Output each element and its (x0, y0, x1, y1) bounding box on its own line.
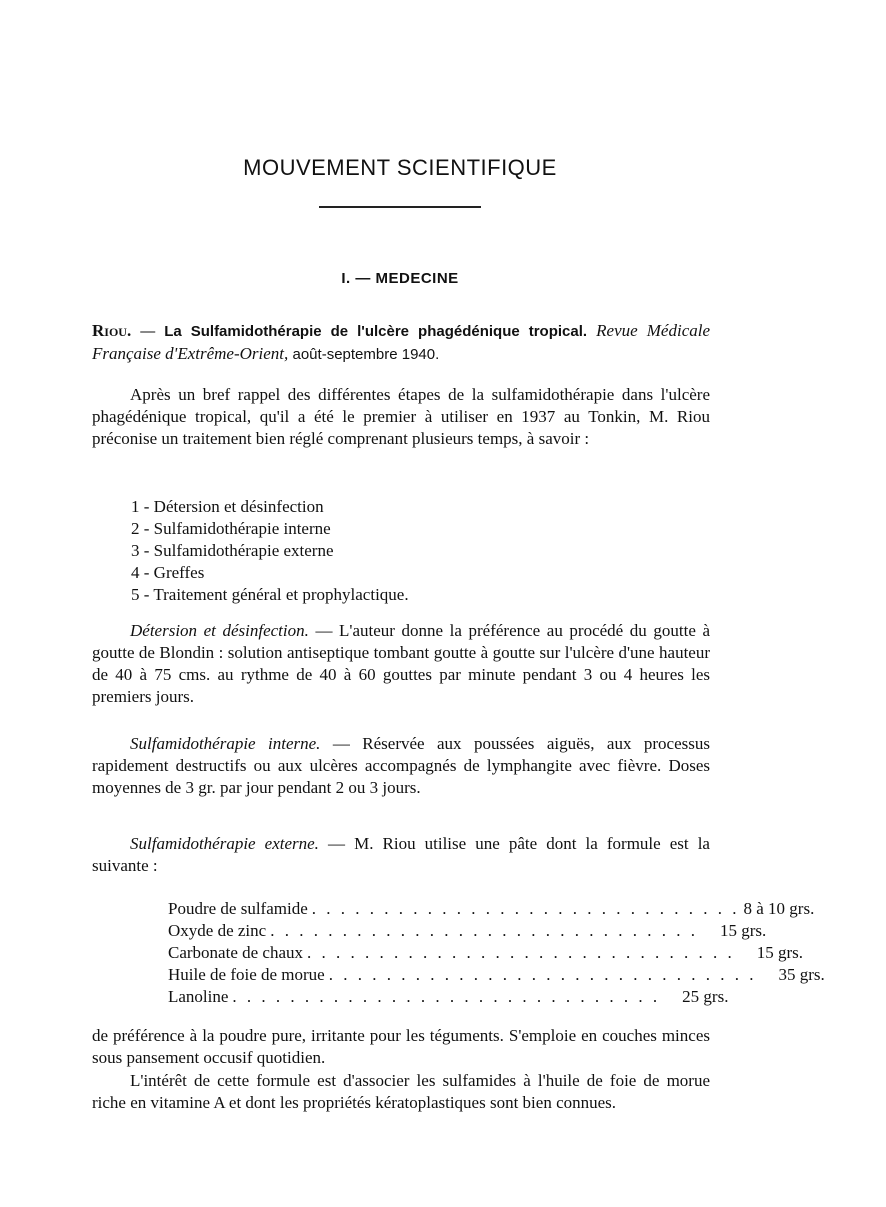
treatment-steps-list (131, 496, 409, 606)
formula-quantity: 25 grs. (682, 987, 729, 1006)
reference-journal: Revue Médicale Française d'Extrême-Orient, (92, 321, 711, 363)
section-heading: I. — MEDECINE (341, 270, 459, 287)
formula-ingredient: Carbonate de chaux (168, 943, 303, 962)
formula-quantity: 15 grs. (719, 921, 767, 940)
formula-ingredient: Oxyde de zinc (168, 921, 267, 940)
list-item: 1 - Détersion et désinfection (131, 497, 324, 516)
list-item: 3 - Sulfamidothérapie externe (131, 541, 334, 560)
list-item: 5 - Traitement général et prophylactique. (131, 585, 409, 604)
formula-ingredient: Lanoline (168, 987, 229, 1006)
after-formula-paragraph: de préférence à la poudre pure, irritante pour les téguments. S'emploie en couches minces sous pansement occusif quotidien. (92, 1026, 710, 1067)
leader-dots: . . . . . . . . . . . . . . . . . . . . . . . . . . . . . . (232, 987, 661, 1006)
conclusion-paragraph: L'intérêt de cette formule est d'associer les sulfamides à l'huile de foie de morue riche en vitamine A et dont les propriétés kératoplastiques sont bien connues. (92, 1071, 710, 1112)
externe-paragraph (92, 833, 710, 877)
title-divider (319, 206, 481, 208)
interne-paragraph (92, 733, 710, 799)
reference-author: Riou. (92, 321, 132, 340)
reference-article-title: La Sulfamidothérapie de l'ulcère phagédénique tropical. (164, 323, 588, 340)
detersion-heading: Détersion et désinfection. (130, 621, 309, 640)
leader-dots: . . . . . . . . . . . . . . . . . . . . . . . . . . . . . . (307, 943, 735, 962)
formula-quantity: 35 grs. (778, 965, 825, 984)
page-title: MOUVEMENT SCIENTIFIQUE (243, 155, 557, 180)
list-item: 4 - Greffes (131, 563, 205, 582)
formula-row (168, 942, 804, 964)
detersion-text: — L'auteur donne la préférence au procédé du goutte à goutte de Blondin : solution antiseptique tombant goutte à goutte sur l'ulcère d'une hauteur de 40 à 75 cms. au rythme de 40 à 60 gouttes par minute pendant 3 ou 4 heures les premiers jours. (92, 621, 710, 706)
leader-dots: . . . . . . . . . . . . . . . . . . . . . . . . . . . . . . (311, 899, 740, 918)
formula-row (168, 986, 729, 1008)
formula-quantity: 8 à 10 grs. (743, 899, 815, 918)
formula-row (168, 920, 767, 942)
reference-dash: — (131, 323, 165, 340)
formula-table (168, 898, 825, 1008)
formula-row (168, 964, 825, 986)
formula-row (168, 898, 815, 920)
formula-ingredient: Huile de foie de morue (168, 965, 325, 984)
intro-paragraph: Après un bref rappel des différentes étapes de la sulfamidothérapie dans l'ulcère phagédénique tropical, qu'il a été le premier à utiliser en 1937 au Tonkin, M. Riou préconise un traitement bien réglé comprenant plusieurs temps, à savoir : (92, 385, 710, 448)
bibliographic-reference (92, 320, 710, 366)
interne-heading: Sulfamidothérapie interne. (130, 734, 321, 753)
interne-text: — Réservée aux poussées aiguës, aux processus rapidement destructifs ou aux ulcères accompagnés de lymphangite avec fièvre. Doses moyennes de 3 gr. par jour pendant 2 ou 3 jours. (92, 734, 710, 797)
leader-dots: . . . . . . . . . . . . . . . . . . . . . . . . . . . . . . (270, 921, 698, 940)
leader-dots: . . . . . . . . . . . . . . . . . . . . . . . . . . . . . . (328, 965, 757, 984)
externe-heading: Sulfamidothérapie externe. (130, 834, 319, 853)
detersion-paragraph (92, 620, 710, 708)
formula-quantity: 15 grs. (756, 943, 804, 962)
formula-ingredient: Poudre de sulfamide (168, 899, 308, 918)
list-item: 2 - Sulfamidothérapie interne (131, 519, 331, 538)
externe-text: — M. Riou utilise une pâte dont la formule est la suivante : (92, 834, 710, 875)
reference-date: août-septembre 1940. (292, 346, 440, 363)
